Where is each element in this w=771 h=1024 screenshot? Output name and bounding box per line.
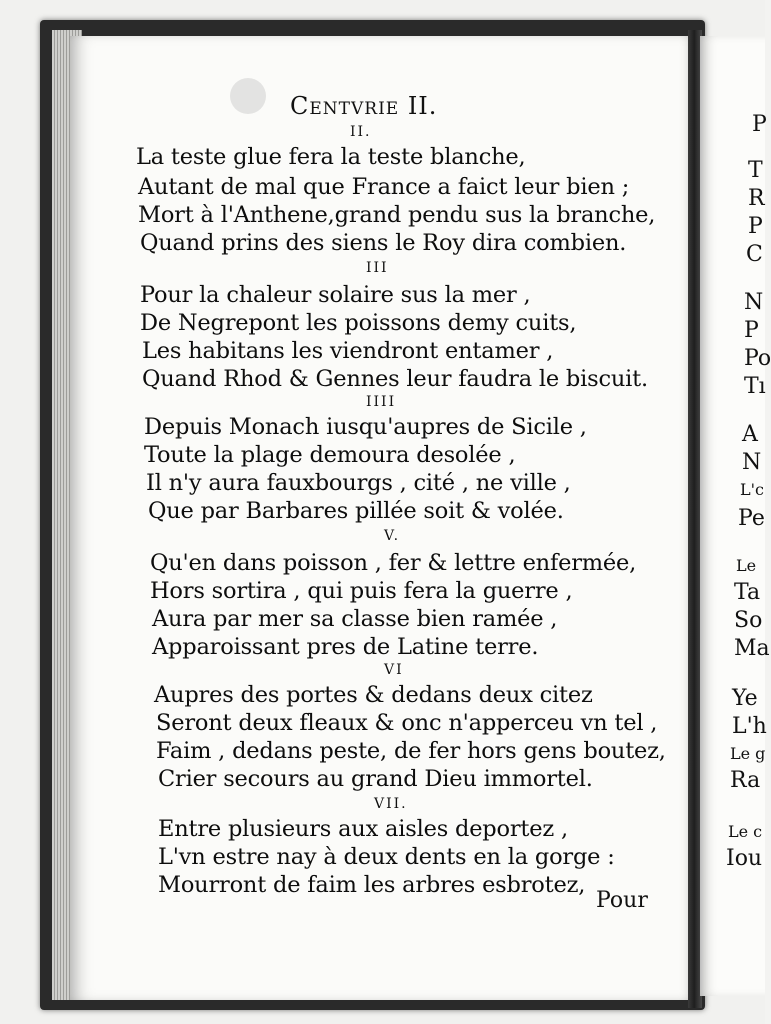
verse-line: Entre plusieurs aux aisles deportez , [158,816,568,842]
quatrain-numeral: II. [350,124,372,140]
verse-line: Apparoissant pres de Latine terre. [152,634,539,660]
verse-line: Il n'y aura fauxbourgs , cité , ne ville , [146,470,571,496]
right-page-fragment: Ye [732,686,758,711]
right-page-fragment: C [746,242,763,267]
verse-line: Aupres des portes & dedans deux citez [154,682,593,708]
quatrain-numeral: IIII [366,394,397,410]
verse-line: Mort à l'Anthene,grand pendu sus la branche, [138,202,656,228]
right-page-fragment: N [742,450,762,475]
right-page-fragment: P [744,318,759,343]
verse-line: Autant de mal que France a faict leur bien ; [138,174,630,200]
verse-line: Hors sortira , qui puis fera la guerre , [150,578,573,604]
verse-line: Seront deux fleaux & onc n'apperceu vn tel , [156,710,658,736]
right-page-fragment: A [742,422,758,447]
paper-stain [230,78,266,114]
right-page-fragment: Le g [730,744,766,763]
verse-line: Aura par mer sa classe bien ramée , [152,606,558,632]
quatrain-numeral: VI [384,662,404,678]
verse-line: Que par Barbares pillée soit & volée. [148,498,564,524]
verse-line: Les habitans les viendront entamer , [142,338,554,364]
verse-line: Qu'en dans poisson , fer & lettre enfermée, [150,550,637,576]
right-page-fragment: L'h [732,714,767,739]
verse-line: L'vn estre nay à deux dents en la gorge : [158,844,615,870]
catchword: Pour [596,888,648,913]
right-page-fragment: So [734,608,763,633]
right-page-fragment: T [748,158,763,183]
right-page-fragment: Le [736,556,757,575]
verse-line: Mourront de faim les arbres esbrotez, [158,872,586,898]
right-page-fragment: R [748,186,765,211]
verse-line: De Negrepont les poissons demy cuits, [140,310,577,336]
verse-line: Faim , dedans peste, de fer hors gens boutez, [156,738,666,764]
right-page-fragment: P [752,112,767,137]
right-page-fragment: L'c [740,480,764,499]
right-page-fragment: N [744,290,764,315]
verse-line: Pour la chaleur solaire sus la mer , [140,282,531,308]
right-page-fragment: Iou [726,846,763,871]
right-page-fragment: Po [744,346,771,371]
verse-line: Depuis Monach iusqu'aupres de Sicile , [144,414,587,440]
verse-line: Quand Rhod & Gennes leur faudra le biscuit. [142,366,648,392]
right-page-fragment: Le c [728,822,763,841]
quatrain-numeral: VII. [374,796,408,812]
verse-line: Quand prins des siens le Roy dira combien. [140,230,627,256]
right-page-fragment: Ma [734,636,770,661]
right-page-fragment: Tı [744,374,766,399]
right-page-fragment: Ta [734,580,761,605]
verse-line: La teste glue fera la teste blanche, [136,144,526,170]
running-head: Centvrie II. [290,92,438,120]
right-page-fragment: Pe [738,506,765,531]
right-page-fragment: P [748,214,763,239]
quatrain-numeral: III [366,260,389,276]
verse-line: Toute la plage demoura desolée , [144,442,516,468]
verse-line: Crier secours au grand Dieu immortel. [158,766,593,792]
right-page-fragment: Ra [730,768,761,793]
quatrain-numeral: V. [384,528,401,544]
